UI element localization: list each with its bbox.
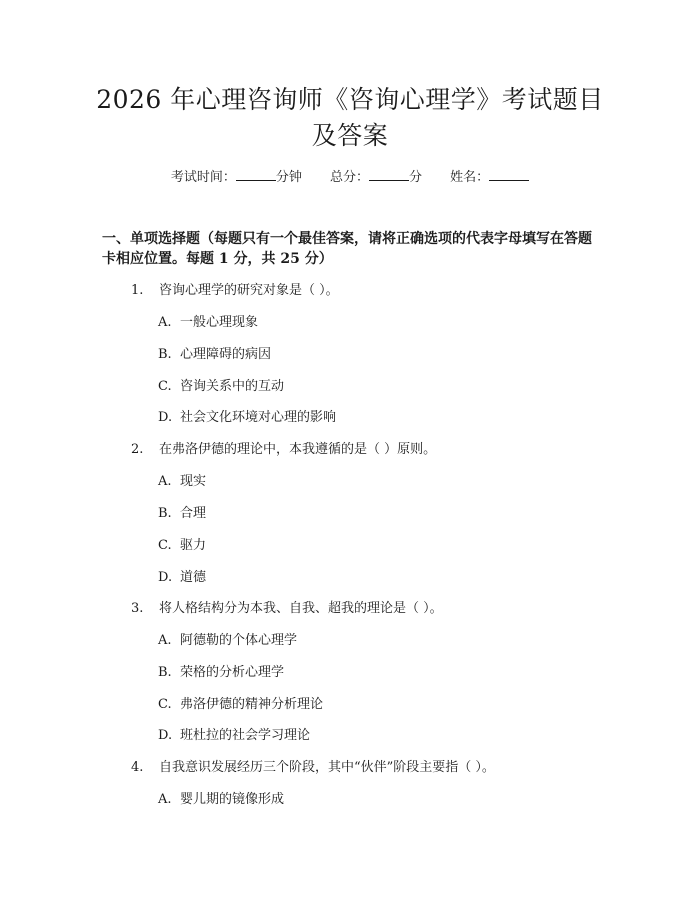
question-text: 将人格结构分为本我、自我、超我的理论是（ ）。 (159, 601, 443, 616)
question-number: 2. (131, 442, 144, 457)
option-1a (158, 314, 258, 332)
question-4 (131, 759, 495, 777)
option-text: 咨询关系中的互动 (180, 379, 285, 394)
question-1 (131, 282, 339, 300)
option-2b (158, 505, 206, 523)
option-text: 一般心理现象 (180, 315, 259, 330)
option-3d (158, 727, 310, 745)
option-1c (158, 378, 284, 396)
exam-info-row (0, 168, 700, 188)
exam-time-label: 考试时间： (170, 170, 236, 185)
option-text: 合理 (180, 506, 207, 521)
option-letter: C. (158, 538, 172, 553)
exam-time-blank (236, 168, 276, 181)
question-number: 3. (131, 601, 144, 616)
name-field (450, 168, 529, 188)
option-letter: A. (158, 474, 172, 489)
total-score-unit: 分 (409, 170, 423, 185)
option-letter: A. (158, 315, 172, 330)
total-score-field (330, 168, 422, 188)
question-number: 1. (131, 283, 144, 298)
exam-time-field (171, 168, 302, 188)
section-heading-line-2: 卡相应位置。每题 1 分，共 25 分） (102, 251, 333, 267)
option-letter: B. (158, 347, 172, 362)
option-text: 班杜拉的社会学习理论 (180, 728, 311, 743)
option-text: 心理障碍的病因 (180, 347, 272, 362)
option-2a (158, 473, 206, 491)
total-score-blank (369, 168, 409, 181)
exam-title-line-2: 及答案 (311, 121, 389, 150)
option-3b (158, 664, 284, 682)
option-letter: D. (158, 410, 173, 425)
option-letter: C. (158, 379, 172, 394)
total-score-label: 总分： (329, 170, 369, 185)
option-2c (158, 537, 206, 555)
option-letter: D. (158, 728, 173, 743)
question-number: 4. (131, 760, 144, 775)
question-2 (131, 441, 436, 459)
exam-time-unit: 分钟 (275, 170, 302, 185)
question-text: 在弗洛伊德的理论中，本我遵循的是（ ）原则。 (159, 442, 437, 457)
option-1b (158, 346, 271, 364)
exam-title-line-1: 2026 年心理咨询师《咨询心理学》考试题目 (96, 85, 604, 114)
option-3c (158, 696, 323, 714)
option-text: 婴儿期的镜像形成 (180, 792, 285, 807)
option-4a (158, 791, 284, 809)
name-blank (489, 168, 529, 181)
option-text: 现实 (180, 474, 207, 489)
option-text: 驱力 (180, 538, 207, 553)
option-letter: B. (158, 506, 172, 521)
option-2d (158, 569, 206, 587)
option-1d (158, 409, 336, 427)
question-text: 自我意识发展经历三个阶段，其中“伙伴”阶段主要指（ ）。 (159, 760, 495, 775)
question-text: 咨询心理学的研究对象是（ ）。 (159, 283, 339, 298)
option-text: 阿德勒的个体心理学 (180, 633, 298, 648)
option-letter: D. (158, 570, 173, 585)
option-letter: A. (158, 792, 172, 807)
option-text: 荣格的分析心理学 (180, 665, 285, 680)
option-text: 社会文化环境对心理的影响 (180, 410, 337, 425)
option-text: 道德 (180, 570, 207, 585)
option-text: 弗洛伊德的精神分析理论 (180, 697, 324, 712)
option-letter: B. (158, 665, 172, 680)
option-letter: A. (158, 633, 172, 648)
name-label: 姓名： (450, 170, 490, 185)
option-letter: C. (158, 697, 172, 712)
section-heading-line-1: 一、单项选择题（每题只有一个最佳答案，请将正确选项的代表字母填写在答题 (102, 231, 592, 247)
option-3a (158, 632, 297, 650)
question-3 (131, 600, 443, 618)
